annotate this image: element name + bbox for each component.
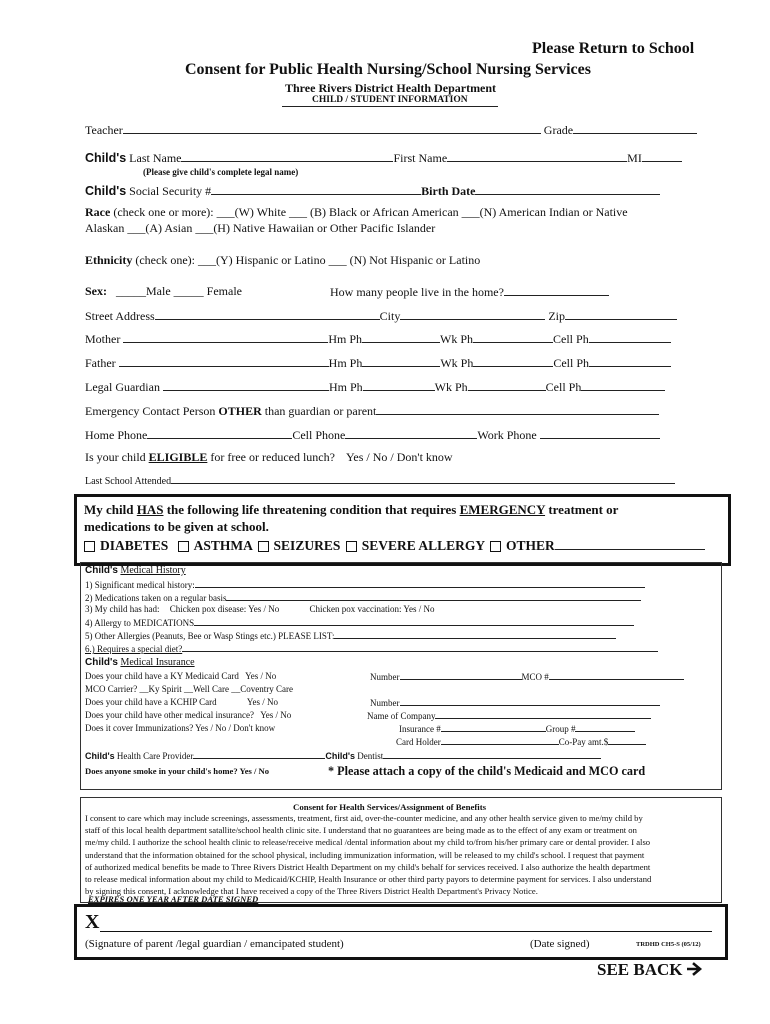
- mh-item-5-field[interactable]: [334, 630, 616, 639]
- checkbox-icon: [258, 541, 269, 552]
- mother-cell-ph: Cell Ph: [553, 332, 589, 346]
- signature-x: X: [85, 911, 100, 933]
- home-phone-field[interactable]: [147, 427, 292, 439]
- first-name-label: First Name: [393, 151, 448, 165]
- father-wk-field[interactable]: [473, 355, 553, 367]
- childs-label-ssn: Child's: [85, 184, 127, 198]
- race-options-2[interactable]: Alaskan ___(A) Asian ___(H) Native Hawaiian or Other Pacific Islander: [85, 221, 436, 235]
- guardian-row: [85, 379, 665, 395]
- form-code: TRDHD CH5-S (05/12): [636, 941, 701, 948]
- lunch-options[interactable]: Yes / No / Don't know: [345, 450, 453, 464]
- city-label: City: [379, 309, 401, 323]
- guardian-hm-field[interactable]: [363, 379, 435, 391]
- mother-hm-ph: Hm Ph: [328, 332, 363, 346]
- provider-field[interactable]: [193, 750, 325, 759]
- right-arrow-icon: [687, 961, 703, 981]
- mother-wk-field[interactable]: [473, 331, 553, 343]
- mi-field[interactable]: [642, 150, 682, 162]
- other-checkbox[interactable]: [490, 538, 705, 553]
- emergency-contact-row: [85, 403, 659, 419]
- section-heading: [312, 95, 468, 105]
- chicken-pox-disease[interactable]: Chicken pox disease: Yes / No: [169, 604, 280, 614]
- section-divider: [282, 106, 498, 107]
- consent-text: [85, 812, 715, 897]
- teacher-field[interactable]: [123, 122, 541, 134]
- ins-heading: Medical Insurance: [120, 657, 195, 668]
- kchip-question: [85, 697, 278, 707]
- other-ins-yes-no[interactable]: Yes / No: [260, 710, 292, 720]
- consent-line-3: me/my child. I authorize the school health clinic to release/receive medical /dental information about my child to/from his/her primary care or dental provider. I also: [85, 837, 651, 848]
- zip-field[interactable]: [565, 308, 677, 320]
- other-insurance-question: [85, 710, 291, 720]
- kchip-label: Does your child have a KCHIP Card: [85, 697, 217, 707]
- mh-item-1-field[interactable]: [195, 579, 645, 588]
- emergency-mid: the following life threatening condition that requires: [166, 502, 457, 517]
- mi-label: MI: [627, 151, 642, 165]
- checkbox-icon: [490, 541, 501, 552]
- last-school-row: [85, 474, 675, 487]
- emergency-contact-other: OTHER: [218, 404, 262, 418]
- conditions-row: [84, 538, 705, 554]
- section-heading-text: CHILD / STUDENT INFORMATION: [312, 95, 468, 105]
- teacher-row: [85, 122, 697, 138]
- guardian-wk-ph: Wk Ph: [434, 380, 468, 394]
- mh-item-4: [85, 617, 634, 628]
- see-back-label: SEE BACK: [597, 960, 683, 979]
- provider-label: Health Care Provider: [116, 751, 194, 761]
- race-options-1[interactable]: (check one or more): ___(W) White ___ (B) Black or African American ___(N) American Indian or Native: [113, 205, 628, 219]
- return-note: Please Return to School: [532, 40, 695, 57]
- guardian-label: Legal Guardian: [85, 380, 160, 394]
- work-phone-label: Work Phone: [477, 428, 537, 442]
- mh-item-2-label: 2) Medications taken on a regular basis: [85, 593, 227, 603]
- last-name-label: Last Name: [129, 151, 182, 165]
- legal-name-note: (Please give child's complete legal name): [143, 167, 299, 177]
- last-school-label: Last School Attended: [85, 476, 172, 487]
- mh-item-1: [85, 579, 645, 590]
- chicken-pox-vaccine[interactable]: Chicken pox vaccination: Yes / No: [309, 604, 435, 614]
- medicaid-number-row: [370, 671, 684, 682]
- checkbox-icon: [346, 541, 357, 552]
- emergency-contact-pre: Emergency Contact Person: [85, 404, 216, 418]
- company-row: [367, 710, 651, 721]
- checkbox-icon: [84, 541, 95, 552]
- kchip-yes-no[interactable]: Yes / No: [246, 697, 278, 707]
- mh-item-6-field[interactable]: [182, 643, 658, 652]
- copay-label: Co-Pay amt.$: [558, 737, 609, 747]
- ethnicity-label: Ethnicity: [85, 253, 133, 267]
- ethnicity-row: [85, 253, 480, 268]
- medicaid-label: Does your child have a KY Medicaid Card: [85, 671, 239, 681]
- childs-label: Child's: [85, 151, 127, 165]
- father-hm-field[interactable]: [362, 355, 440, 367]
- father-wk-ph: Wk Ph: [440, 356, 474, 370]
- emergency-word: EMERGENCY: [459, 502, 546, 517]
- dentist-label: Dentist: [357, 751, 384, 761]
- lunch-eligible: ELIGIBLE: [148, 450, 208, 464]
- card-holder-label: Card Holder: [396, 737, 441, 747]
- consent-line-7: by signing this consent, I acknowledge that I have received a copy of the Three Rivers District Health Department's Privacy Notice.: [85, 886, 538, 897]
- guardian-wk-field[interactable]: [468, 379, 546, 391]
- mother-hm-field[interactable]: [362, 331, 440, 343]
- kchip-number-row: [370, 697, 660, 708]
- last-school-field[interactable]: [171, 474, 675, 484]
- see-back[interactable]: [597, 960, 703, 981]
- race-row: [85, 205, 628, 220]
- diabetes-label: DIABETES: [100, 538, 169, 553]
- kchip-number-label: Number: [370, 698, 400, 708]
- mco-label: MCO #: [521, 672, 549, 682]
- father-cell-ph: Cell Ph: [553, 356, 590, 370]
- father-label: Father: [85, 356, 116, 370]
- emergency-post: treatment or: [548, 502, 619, 517]
- birth-date-field[interactable]: [475, 183, 660, 195]
- father-row: [85, 355, 671, 371]
- mother-row: [85, 331, 671, 347]
- ssn-label: Social Security #: [129, 184, 212, 198]
- mh-item-1-label: 1) Significant medical history:: [85, 580, 195, 590]
- consent-line-4: understand that the information obtained for the school physical, including immunization information, will be released to my child's school. I request that payment: [85, 849, 645, 860]
- guardian-cell-field[interactable]: [581, 379, 665, 391]
- father-hm-ph: Hm Ph: [328, 356, 363, 370]
- sex-label: Sex:: [85, 284, 107, 298]
- household-label: How many people live in the home?: [330, 285, 504, 299]
- household-row: [330, 284, 609, 300]
- mco-field[interactable]: [549, 671, 684, 680]
- attach-note: * Please attach a copy of the child's Medicaid and MCO card: [328, 764, 646, 778]
- first-name-field[interactable]: [447, 150, 627, 162]
- form-title: Consent for Public Health Nursing/School Nursing Services: [185, 61, 591, 78]
- mh-item-5: [85, 630, 616, 641]
- street-field[interactable]: [155, 308, 380, 320]
- mh-item-4-label: 4) Allergy to MEDICATIONS: [85, 618, 195, 628]
- father-cell-field[interactable]: [589, 355, 671, 367]
- medicaid-number-label: Number: [370, 672, 400, 682]
- guardian-field[interactable]: [163, 379, 329, 391]
- group-number-field[interactable]: [575, 723, 635, 732]
- dentist-childs: Child's: [325, 751, 356, 761]
- copay-field[interactable]: [608, 736, 646, 745]
- lunch-pre: Is your child: [85, 450, 146, 464]
- group-number-label: Group #: [545, 724, 576, 734]
- signature-box: [74, 904, 728, 960]
- consent-line-5: of authorized medical benefits be made to Three Rivers District Health Department on my child's behalf for services received. I also authorize the health department: [85, 861, 651, 872]
- medicaid-number-field[interactable]: [400, 671, 522, 680]
- mother-label: Mother: [85, 332, 121, 346]
- mother-cell-field[interactable]: [589, 331, 671, 343]
- company-field[interactable]: [435, 710, 651, 719]
- cell-phone-field[interactable]: [345, 427, 477, 439]
- dentist-field[interactable]: [383, 750, 601, 759]
- diabetes-checkbox[interactable]: [84, 538, 168, 553]
- mother-field[interactable]: [123, 331, 328, 343]
- consent-line-1: I consent to care which may include screenings, assessments, treatment, first aid, over-the-counter medicine, and any other health service given to me/my child by: [85, 813, 643, 823]
- company-label: Name of Company: [367, 711, 436, 721]
- insurance-number-label: Insurance #: [399, 724, 441, 734]
- card-holder-row: [396, 736, 646, 747]
- medicaid-yes-no[interactable]: Yes / No: [245, 671, 277, 681]
- sex-options[interactable]: _____Male _____ Female: [116, 284, 242, 298]
- race-label: Race: [85, 205, 111, 219]
- emergency-contact-field[interactable]: [376, 403, 659, 415]
- guardian-hm-ph: Hm Ph: [328, 380, 363, 394]
- birth-date-label: Birth Date: [421, 184, 476, 198]
- mother-wk-ph: Wk Ph: [440, 332, 474, 346]
- medicaid-question: [85, 671, 276, 681]
- seizures-checkbox[interactable]: [258, 538, 341, 553]
- mh-item-3: [85, 604, 435, 614]
- immunizations-question[interactable]: Does it cover Immunizations? Yes / No / Don't know: [85, 723, 276, 733]
- teacher-label: Teacher: [85, 123, 123, 137]
- emergency-line-1: [84, 502, 618, 518]
- grade-label: Grade: [543, 123, 574, 137]
- asthma-label: ASTHMA: [193, 538, 253, 553]
- kchip-number-field[interactable]: [400, 697, 660, 706]
- address-row: [85, 308, 677, 324]
- expires-note: [88, 894, 258, 904]
- mh-item-6-label: 6.) Requires a special diet?: [85, 644, 183, 654]
- last-name-field[interactable]: [181, 150, 393, 162]
- ssn-row: [85, 183, 660, 199]
- phones-row: [85, 427, 660, 443]
- insurance-number-row: [399, 723, 635, 734]
- mco-carrier[interactable]: MCO Carrier? __Ky Spirit __Well Care __Coventry Care: [85, 684, 293, 694]
- emergency-pre: My child: [84, 502, 134, 517]
- mh-item-2: [85, 592, 641, 603]
- mh-item-5-label: 5) Other Allergies (Peanuts, Bee or Wasp Stings etc.) PLEASE LIST:: [85, 631, 335, 641]
- signature-line[interactable]: [100, 930, 712, 932]
- other-ins-label: Does your child have other medical insurance?: [85, 710, 254, 720]
- date-signed-label: (Date signed): [530, 938, 590, 950]
- guardian-cell-ph: Cell Ph: [545, 380, 582, 394]
- consent-line-2: staff of this local health department satallite/school health clinic site. I understand that no guarantees are being made as to the effect of any exam or treatment on: [85, 825, 637, 836]
- zip-label: Zip: [548, 309, 565, 323]
- sex-row: [85, 284, 242, 299]
- expires-text: EXPIRES ONE YEAR AFTER DATE SIGNED: [88, 894, 259, 904]
- grade-field[interactable]: [573, 122, 697, 134]
- checkbox-icon: [178, 541, 189, 552]
- insurance-number-field[interactable]: [441, 723, 546, 732]
- signer-label: (Signature of parent /legal guardian / emancipated student): [85, 938, 344, 950]
- lunch-row: [85, 450, 453, 465]
- card-holder-field[interactable]: [441, 736, 559, 745]
- provider-childs: Child's: [85, 751, 115, 761]
- seizures-label: SEIZURES: [273, 538, 341, 553]
- other-label: OTHER: [506, 538, 555, 553]
- name-row: [85, 150, 682, 166]
- household-field[interactable]: [504, 284, 609, 296]
- department-name: Three Rivers District Health Department: [285, 81, 497, 95]
- mh-childs: Child's: [85, 565, 118, 576]
- ins-childs: Child's: [85, 657, 118, 668]
- consent-title: Consent for Health Services/Assignment of Benefits: [293, 802, 487, 812]
- consent-line-6: to release medical information about my child to Medicaid/KCHIP, Health Insurance or other third party payors to determine payment for services. I also understand: [85, 874, 652, 885]
- smoke-question[interactable]: Does anyone smoke in your child's home? Yes / No: [85, 766, 270, 776]
- mh-heading: Medical History: [120, 565, 186, 576]
- severe-allergy-label: SEVERE ALLERGY: [361, 538, 485, 553]
- lunch-post: for free or reduced lunch?: [210, 450, 335, 464]
- severe-allergy-checkbox[interactable]: [346, 538, 485, 553]
- city-field[interactable]: [400, 308, 545, 320]
- emergency-contact-post: than guardian or parent: [264, 404, 377, 418]
- emergency-has: HAS: [136, 502, 164, 517]
- medical-history-heading: [85, 565, 186, 576]
- home-phone-label: Home Phone: [85, 428, 148, 442]
- insurance-heading: [85, 657, 195, 668]
- father-field[interactable]: [119, 355, 329, 367]
- emergency-line-2: medications to be given at school.: [84, 519, 269, 534]
- mh-item-2-field[interactable]: [226, 592, 641, 601]
- mh-item-6: [85, 643, 658, 654]
- street-label: Street Address: [85, 309, 155, 323]
- mh-item-4-field[interactable]: [194, 617, 634, 626]
- ethnicity-options[interactable]: (check one): ___(Y) Hispanic or Latino ___ (N) Not Hispanic or Latino: [135, 253, 481, 267]
- mh-item-3-label: 3) My child has had:: [85, 604, 160, 614]
- asthma-checkbox[interactable]: [178, 538, 253, 553]
- other-field[interactable]: [555, 539, 705, 550]
- work-phone-field[interactable]: [540, 427, 660, 439]
- provider-row: [85, 750, 601, 761]
- cell-phone-label: Cell Phone: [292, 428, 346, 442]
- ssn-field[interactable]: [211, 183, 421, 195]
